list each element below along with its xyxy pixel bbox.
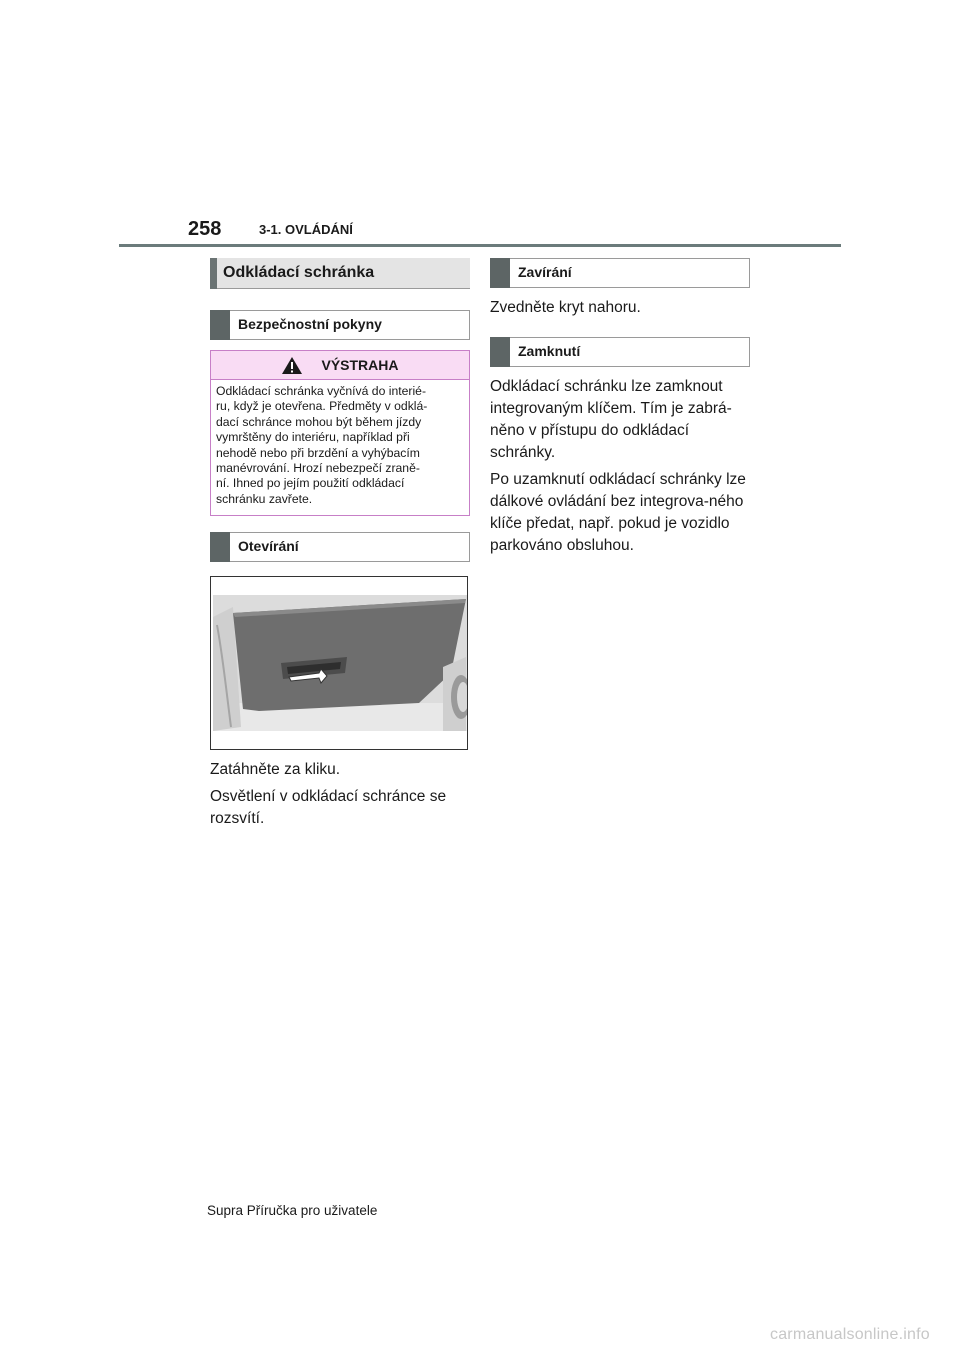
locking-paragraph-2: Po uzamknutí odkládací schránky lze dálkové ovládání bez integrova-ného klíče předat, např. pokud je vozidlo parkováno obsluhou. — [490, 471, 746, 554]
warning-line: dací schránce mohou být během jízdy — [216, 414, 422, 429]
warning-box — [210, 350, 470, 516]
section-label: 3-1. OVLÁDÁNÍ — [259, 222, 353, 237]
warning-line: ní. Ihned po jejím použití odkládací — [216, 476, 405, 491]
safety-heading: Bezpečnostní pokyny — [210, 310, 470, 340]
warning-title: VÝSTRAHA — [321, 357, 399, 373]
footer-text: Supra Příručka pro uživatele — [207, 1203, 378, 1218]
locking-heading: Zamknutí — [490, 337, 750, 367]
warning-line: nehodě nebo při brzdění a vyhýbacím — [216, 445, 420, 460]
header-rule — [119, 244, 841, 247]
warning-line: ru, když je otevřena. Předměty v odklá- — [216, 399, 428, 414]
closing-heading: Zavírání — [490, 258, 750, 288]
glovebox-figure — [210, 576, 468, 750]
opening-paragraph-1: Zatáhněte za kliku. — [210, 761, 341, 779]
right-column — [490, 258, 750, 557]
warning-header — [211, 351, 469, 380]
glovebox-handle-illustration — [211, 577, 467, 749]
left-column — [210, 258, 470, 830]
closing-text: Zvedněte kryt nahoru. — [490, 299, 641, 316]
warning-line: Odkládací schránka vyčnívá do interié- — [216, 384, 426, 398]
warning-line: schránku zavřete. — [216, 491, 313, 506]
main-heading: Odkládací schránka — [210, 258, 470, 289]
locking-paragraph-1: Odkládací schránku lze zamknout integrovaným klíčem. Tím je zabrá-něno v přístupu do odkládací schránky. — [490, 378, 732, 461]
warning-line: vymrštěny do interiéru, například při — [216, 430, 410, 445]
opening-paragraph-2: Osvětlení v odkládací schránce se rozsvítí. — [210, 788, 447, 828]
page-number: 258 — [188, 218, 222, 240]
warning-text — [211, 380, 469, 515]
opening-heading: Otevírání — [210, 532, 470, 562]
warning-triangle-icon — [281, 356, 303, 375]
watermark: carmanualsonline.info — [770, 1326, 930, 1343]
warning-line: manévrování. Hrozí nebezpečí zraně- — [216, 461, 420, 476]
